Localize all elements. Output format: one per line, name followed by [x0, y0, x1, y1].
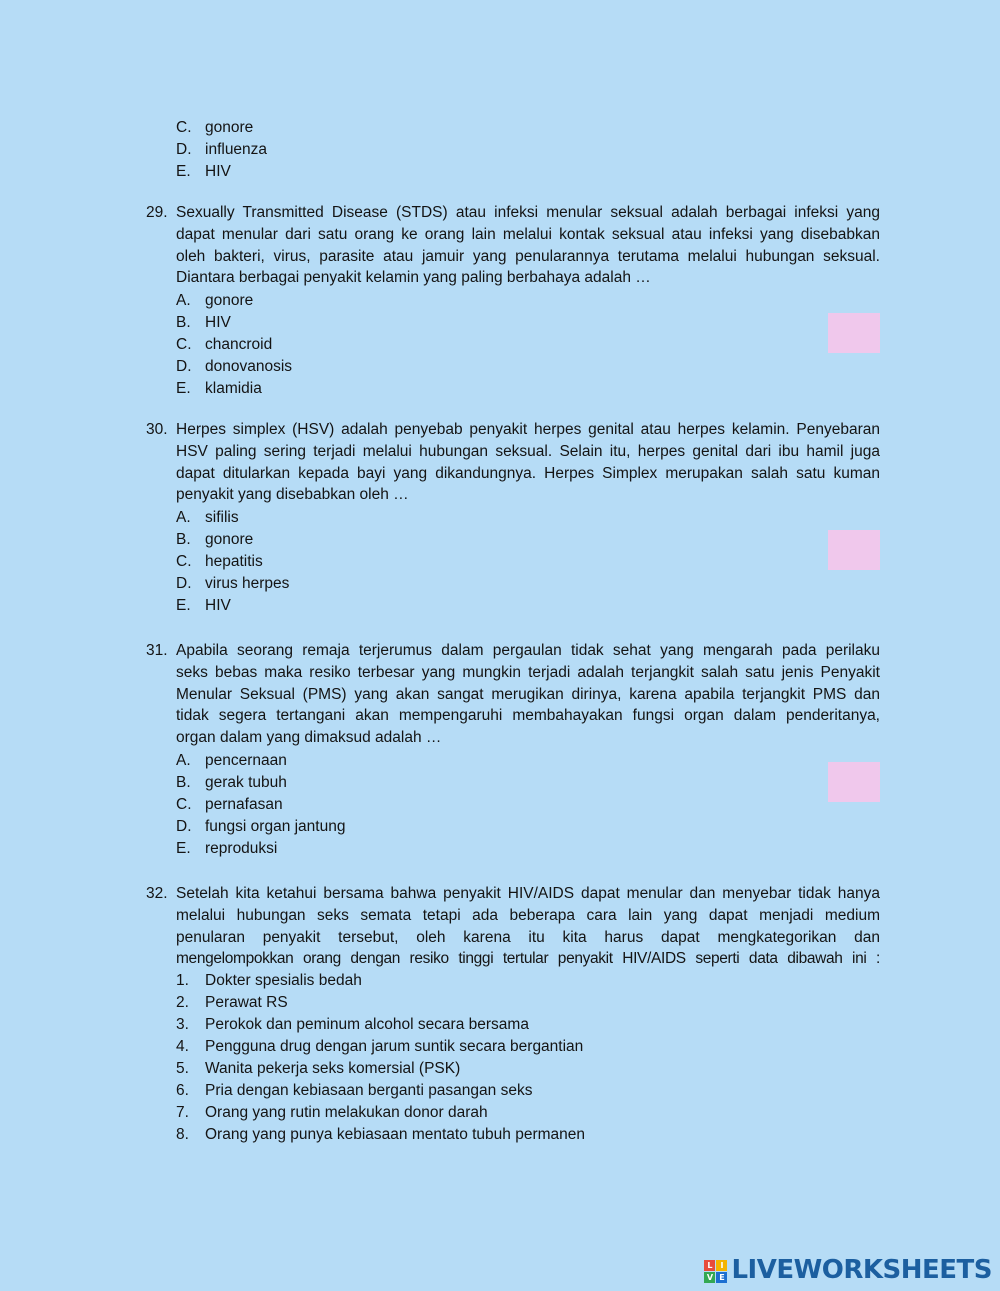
question-number: 29. — [146, 204, 168, 221]
question-number: 32. — [146, 885, 168, 902]
q32-item-1: 1. Dokter spesialis bedah — [176, 972, 362, 989]
q31-answer-box[interactable] — [828, 762, 880, 802]
logo-text: LIVEWORKSHEETS — [731, 1255, 992, 1286]
q32-item-8: 8. Orang yang punya kebiasaan mentato tubuh permanen — [176, 1126, 586, 1143]
q29-option-c: C. chancroid — [176, 336, 273, 353]
q29-option-a: A. gonore — [176, 292, 254, 309]
q29-option-d: D. donovanosis — [176, 358, 293, 375]
q31-option-d: D. fungsi organ jantung — [176, 818, 346, 835]
option-d: D. influenza — [176, 141, 268, 158]
q32-item-5: 5. Wanita pekerja seks komersial (PSK) — [176, 1060, 461, 1077]
question-stem: Apabila seorang remaja terjerumus dalam pergaulan tidak sehat yang mengarah pada perilaku seks bebas maka resiko terbesar yang mungkin terjadi adalah terjangkit salah satu jenis Penyakit Menular Seksual (PMS) yang akan sangat merugikan dirinya, karena apabila terjangkit PMS dan tidak segera tertangani akan mempengaruhi membahayakan fungsi organ dalam penderitanya, organ dalam yang dimaksud adalah … — [176, 642, 880, 747]
q30-option-d: D. virus herpes — [176, 575, 290, 592]
option-e: E. HIV — [176, 163, 231, 180]
q30-option-b: B. gonore — [176, 531, 254, 548]
liveworksheets-logo[interactable] — [704, 1257, 992, 1285]
question-32 — [146, 883, 880, 970]
question-stem: Herpes simplex (HSV) adalah penyebab penyakit herpes genital atau herpes kelamin. Penyebaran HSV paling sering terjadi melalui hubungan seksual. Selain itu, herpes genital dari ibu hamil juga dapat ditularkan kepada bayi yang dikandungnya. Herpes Simplex merupakan salah satu kuman penyakit yang disebabkan oleh … — [176, 421, 880, 504]
q31-option-c: C. pernafasan — [176, 796, 283, 813]
q30-option-c: C. hepatitis — [176, 553, 263, 570]
q29-answer-box[interactable] — [828, 313, 880, 353]
logo-mark-v: V — [704, 1272, 715, 1283]
q30-option-e: E. HIV — [176, 597, 231, 614]
question-29 — [146, 202, 880, 289]
q31-option-e: E. reproduksi — [176, 840, 278, 857]
q32-item-4: 4. Pengguna drug dengan jarum suntik secara bergantian — [176, 1038, 584, 1055]
logo-mark-e: E — [716, 1272, 727, 1283]
q31-option-b: B. gerak tubuh — [176, 774, 287, 791]
question-number: 30. — [146, 421, 168, 438]
q30-answer-box[interactable] — [828, 530, 880, 570]
logo-mark-l: L — [704, 1260, 715, 1271]
question-number: 31. — [146, 642, 168, 659]
question-stem: Setelah kita ketahui bersama bahwa penyakit HIV/AIDS dapat menular dan menyebar tidak hanya melalui hubungan seks semata tetapi ada beberapa cara lain yang dapat menjadi medium penularan penyakit tersebut, oleh karena itu kita harus dapat mengkategorikan dan mengelompokkan orang dengan resiko tinggi tertular penyakit HIV/AIDS seperti data dibawah ini : — [176, 885, 880, 968]
q32-item-7: 7. Orang yang rutin melakukan donor darah — [176, 1104, 488, 1121]
question-31 — [146, 640, 880, 749]
q32-item-6: 6. Pria dengan kebiasaan berganti pasangan seks — [176, 1082, 533, 1099]
q29-option-b: B. HIV — [176, 314, 231, 331]
q30-option-a: A. sifilis — [176, 509, 239, 526]
option-c: C. gonore — [176, 119, 254, 136]
question-30 — [146, 419, 880, 506]
logo-mark-i: I — [716, 1260, 727, 1271]
q32-item-3: 3. Perokok dan peminum alcohol secara bersama — [176, 1016, 529, 1033]
question-stem: Sexually Transmitted Disease (STDS) atau infeksi menular seksual adalah berbagai infeksi yang dapat menular dari satu orang ke orang lain melalui kontak seksual atau infeksi yang disebabkan oleh bakteri, virus, parasite atau jamuir yang penularannya terutama melalui hubungan seksual. Diantara berbagai penyakit kelamin yang paling berbahaya adalah … — [176, 204, 880, 287]
q31-option-a: A. pencernaan — [176, 752, 287, 769]
q32-item-2: 2. Perawat RS — [176, 994, 288, 1011]
live-logo-icon — [704, 1260, 727, 1283]
q29-option-e: E. klamidia — [176, 380, 262, 397]
